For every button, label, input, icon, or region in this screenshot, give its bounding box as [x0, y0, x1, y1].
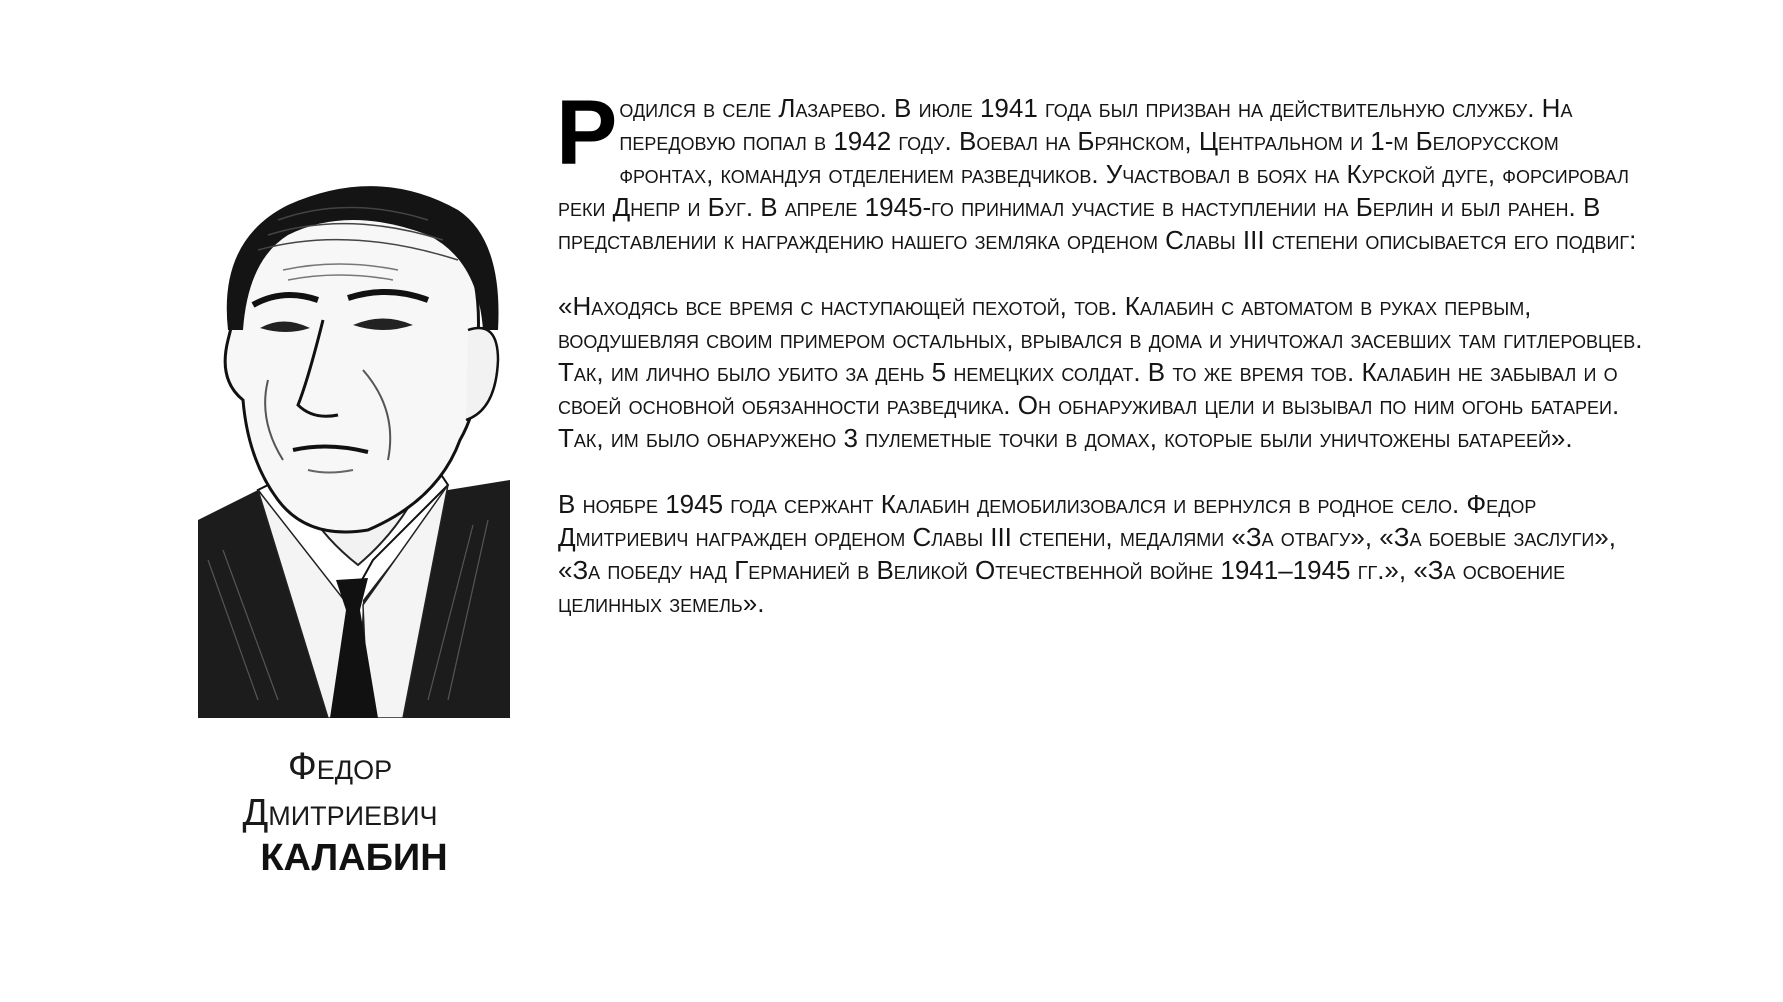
first-name: Федор — [287, 746, 393, 788]
last-name: КАЛАБИН — [260, 837, 448, 880]
bio-paragraph-3: В ноябре 1945 года сержант Калабин демобилизовался и вернулся в родное село. Федор Дмитриевич награжден орденом Славы III степени, медалями «За отвагу», «За боевые заслуги», «За победу над Германией в Великой Отечественной войне 1941–1945 гг.», «За освоение целинных земель». — [558, 489, 1616, 618]
person-name — [190, 745, 490, 882]
dropcap-letter: Р — [556, 82, 618, 184]
biography-text — [556, 82, 1648, 620]
portrait-image — [198, 180, 510, 718]
middle-name: Дмитриевич — [242, 791, 438, 834]
portrait-drawing-icon — [198, 180, 510, 718]
bio-paragraph-2: «Находясь все время с наступающей пехотой, тов. Калабин с автоматом в руках первым, воодушевляя своим примером остальных, врывался в дома и уничтожал засевших там гитлеровцев. Так, им лично было убито за день 5 немецких солдат. В то же время тов. Калабин не забывал и о своей основной обязанности разведчика. Он обнаруживал цели и вызывал по ним огонь батареи. Так, им было обнаружено 3 пулеметные точки в домах, которые были уничтожены батареей». — [558, 291, 1643, 453]
bio-paragraph-1-text: одился в селе Лазарево. В июле 1941 года был призван на действительную службу. На передовую попал в 1942 году. Воевал на Брянском, Центральном и 1-м Белорусском фронтах, командуя отделением разведчиков. Участвовал в боях на Курской дуге, форсировал реки Днепр и Буг. В апреле 1945-го принимал участие в наступлении на Берлин и был ранен. В представлении к награждению нашего земляка орденом Славы III степени описывается его подвиг: — [558, 93, 1637, 255]
bio-paragraph-1 — [556, 82, 1648, 257]
